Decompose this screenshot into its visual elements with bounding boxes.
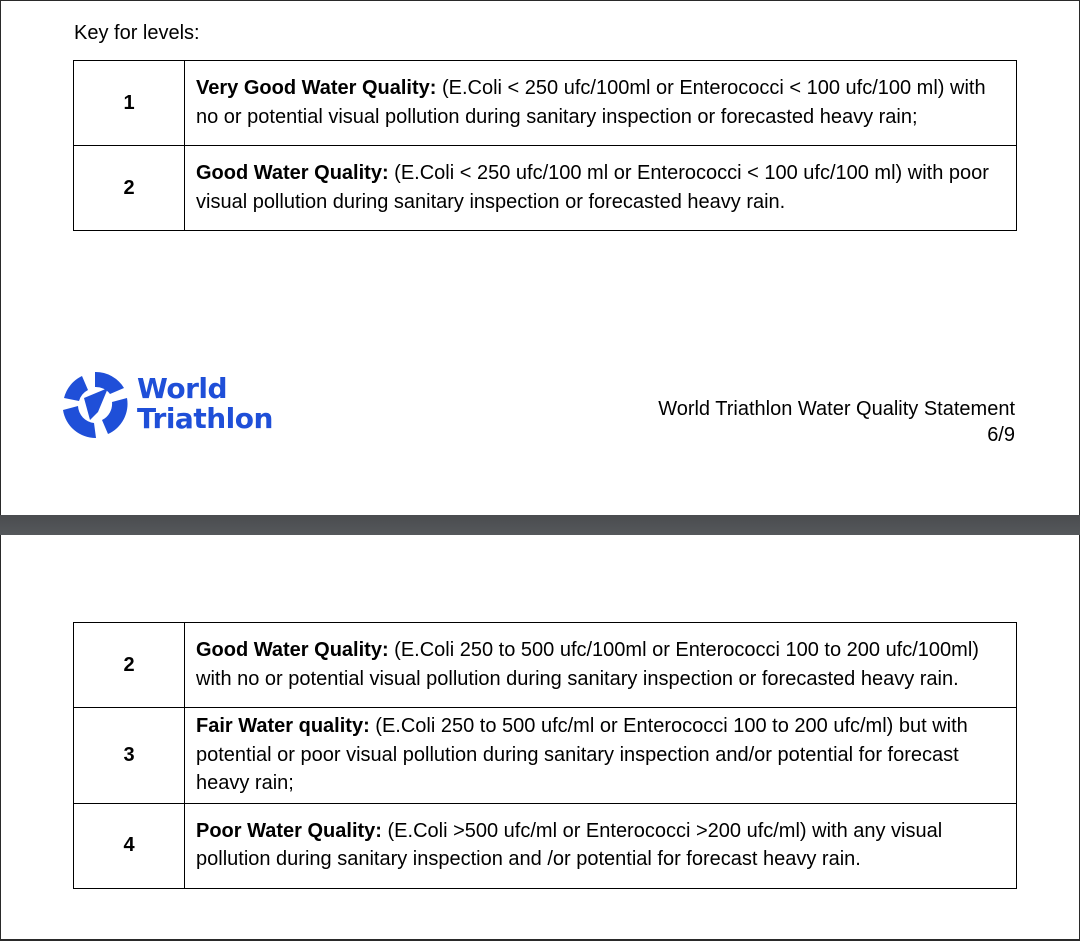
level-number: 2 bbox=[74, 623, 185, 708]
logo-text-world: World bbox=[137, 372, 228, 405]
level-text: (E.Coli < 250 ufc/100 ml or Enterococci < 100 ufc/100 ml) with poor visual pollution during sanitary inspection or forecasted heavy rain. bbox=[196, 162, 989, 213]
level-text: (E.Coli < 250 ufc/100ml or Enterococci < 100 ufc/100 ml) with no or potential visual pollution during sanitary inspection or forecasted heavy rain; bbox=[196, 77, 986, 128]
table-row bbox=[74, 803, 1017, 888]
logo-text-triathlon: Triathlon bbox=[137, 402, 273, 435]
level-text: (E.Coli 250 to 500 ufc/100ml or Enterococci 100 to 200 ufc/100ml) with no or potential visual pollution during sanitary inspection or forecasted heavy rain. bbox=[196, 639, 979, 690]
table-row bbox=[74, 146, 1017, 231]
footer-title: World Triathlon Water Quality Statement bbox=[658, 398, 1015, 420]
table-row bbox=[74, 623, 1017, 708]
level-label: Fair Water quality: bbox=[196, 715, 370, 737]
key-title: Key for levels: bbox=[74, 22, 200, 44]
page-number: 6/9 bbox=[987, 424, 1015, 446]
level-number: 2 bbox=[74, 146, 185, 231]
world-triathlon-logo bbox=[58, 368, 273, 443]
level-description bbox=[185, 146, 1017, 231]
table-row bbox=[74, 708, 1017, 804]
level-label: Good Water Quality: bbox=[196, 162, 389, 184]
level-description bbox=[185, 61, 1017, 146]
levels-table bbox=[73, 622, 1017, 889]
page-7 bbox=[0, 535, 1080, 941]
page-footer bbox=[658, 396, 1015, 448]
triathlon-logo-icon bbox=[58, 368, 132, 442]
level-number: 3 bbox=[74, 708, 185, 804]
level-description bbox=[185, 708, 1017, 804]
table-row bbox=[74, 61, 1017, 146]
level-number: 4 bbox=[74, 803, 185, 888]
level-description bbox=[185, 623, 1017, 708]
levels-table bbox=[73, 60, 1017, 231]
level-label: Good Water Quality: bbox=[196, 639, 389, 661]
level-label: Poor Water Quality: bbox=[196, 819, 382, 842]
level-text: (E.Coli 250 to 500 ufc/ml or Enterococci 100 to 200 ufc/ml) but with potential or poor visual pollution during sanitary inspection and/or potential for forecast heavy rain; bbox=[196, 715, 968, 794]
page-separator bbox=[0, 515, 1080, 535]
level-text: (E.Coli >500 ufc/ml or Enterococci >200 ufc/ml) with any visual pollution during sanitary inspection and /or potential for forecast heavy rain. bbox=[196, 819, 943, 870]
level-number: 1 bbox=[74, 61, 185, 146]
level-description bbox=[185, 803, 1017, 888]
level-label: Very Good Water Quality: bbox=[196, 77, 437, 99]
